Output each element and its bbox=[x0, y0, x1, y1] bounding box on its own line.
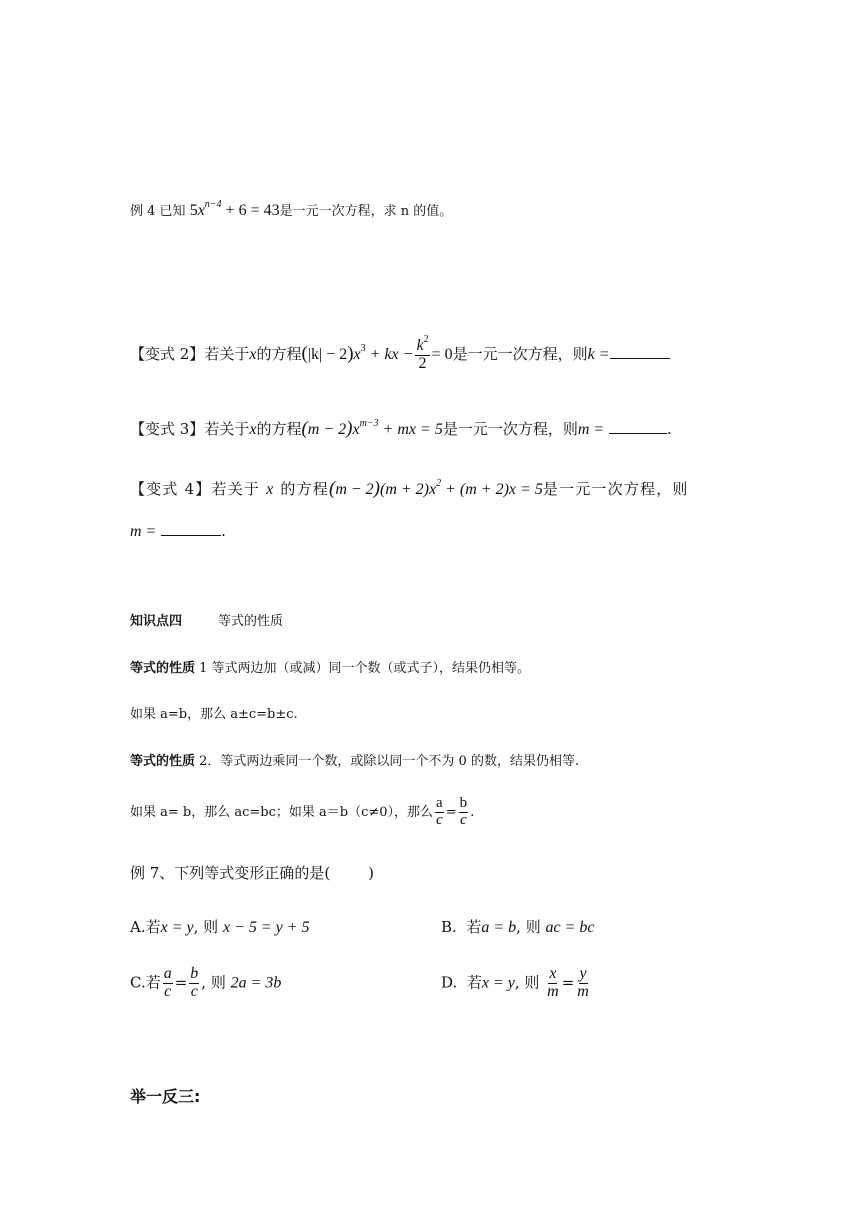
variant-3-answer-blank[interactable] bbox=[609, 433, 667, 434]
variant-2-answer-label: k = bbox=[587, 345, 610, 363]
example-4-suffix: 是一元一次方程，求 n 的值。 bbox=[279, 204, 453, 219]
example-4-prefix: 例 4 已知 bbox=[130, 204, 186, 219]
knowledge-point-title: 等式的性质 bbox=[218, 614, 284, 629]
option-a[interactable]: A.若x = y, 则 x − 5 = y + 5 bbox=[130, 918, 310, 936]
property-2 bbox=[130, 750, 579, 769]
property-2-label: 等式的性质 bbox=[130, 754, 196, 769]
fraction-a-over-c: $\frac{a}{c}$ bbox=[163, 965, 172, 1000]
fraction-a-over-c: $\frac{a}{c}$ bbox=[436, 795, 443, 828]
fraction-y-over-m: $\frac{y}{m}$ bbox=[577, 965, 589, 1000]
property-1-example: 如果 a=b，那么 a±c=b±c. bbox=[130, 707, 298, 722]
variant-2: 【变式 2】若关于x的方程$(|k| - 2)x^3$ + kx − $\frac{k^2}{2}$ = 0是一元一次方程，则k = bbox=[130, 338, 670, 373]
example-4-equation: $5x^{n-4} + 6 = 43$ bbox=[189, 199, 280, 219]
variant-3: 【变式 3】若关于x的方程$(m - 2)x^{m-3}$ + mx = 5是一元一次方程，则m = . bbox=[130, 418, 672, 439]
property-2-text: 2．等式两边乘同一个数，或除以同一个不为 0 的数，结果仍相等. bbox=[199, 754, 580, 769]
variant-2-tag: 【变式 2】 bbox=[130, 344, 205, 363]
property-1-label: 等式的性质 bbox=[130, 661, 196, 676]
variant-3-answer-label: m = bbox=[577, 421, 605, 438]
variant-4: 【变式 4】若关于 x 的方程$(m - 2)(m + 2)x^2 + (m + 2)x = 5$是一元一次方程，则 bbox=[130, 478, 689, 499]
variant-2-answer-blank[interactable] bbox=[610, 358, 670, 359]
variant-4-answer-label: m = bbox=[130, 523, 157, 540]
knowledge-point-label: 知识点四 bbox=[130, 614, 183, 629]
variant-3-equation: $(m - 2)x^{m-3}$ + mx = 5 bbox=[301, 418, 443, 439]
property-2-example: 如果 a= b，那么 ac=bc；如果 a＝b（c≠0），那么 $\frac{a}{c}$ = $\frac{b}{c}$ . bbox=[130, 795, 475, 828]
example-7-title: 例 7、下列等式变形正确的是( ) bbox=[130, 864, 375, 882]
option-c[interactable]: C.若 $\frac{a}{c}$ = $\frac{b}{c}$ , 则 2a = 3b bbox=[130, 965, 282, 1000]
variant-4-answer: m = . bbox=[130, 522, 226, 540]
practice-heading: 举一反三: bbox=[130, 1087, 201, 1106]
variant-3-tag: 【变式 3】 bbox=[130, 420, 205, 438]
variant-4-answer-blank[interactable] bbox=[161, 535, 221, 536]
option-b[interactable]: B. 若a = b, 则 ac = bc bbox=[441, 918, 595, 936]
property-1-text: 1 等式两边加（或减）同一个数（或式子），结果仍相等。 bbox=[199, 661, 531, 676]
option-d[interactable]: D. 若x = y, 则 $\frac{x}{m}$ = $\frac{y}{m}$ bbox=[441, 965, 589, 1000]
example-4 bbox=[130, 200, 452, 220]
fraction-b-over-c: $\frac{b}{c}$ bbox=[190, 965, 199, 1000]
fraction-x-over-m: $\frac{x}{m}$ bbox=[547, 965, 559, 1000]
variant-2-equation: $(|k| - 2)x^3$ + kx − $\frac{k^2}{2}$ = 0 bbox=[301, 334, 453, 372]
fraction-b-over-c: $\frac{b}{c}$ bbox=[459, 795, 468, 828]
variant-4-equation: $(m - 2)(m + 2)x^2 + (m + 2)x = 5$ bbox=[328, 478, 543, 499]
knowledge-point-4 bbox=[130, 610, 283, 629]
variant-4-tag: 【变式 4】 bbox=[130, 480, 212, 498]
property-1 bbox=[130, 657, 530, 676]
